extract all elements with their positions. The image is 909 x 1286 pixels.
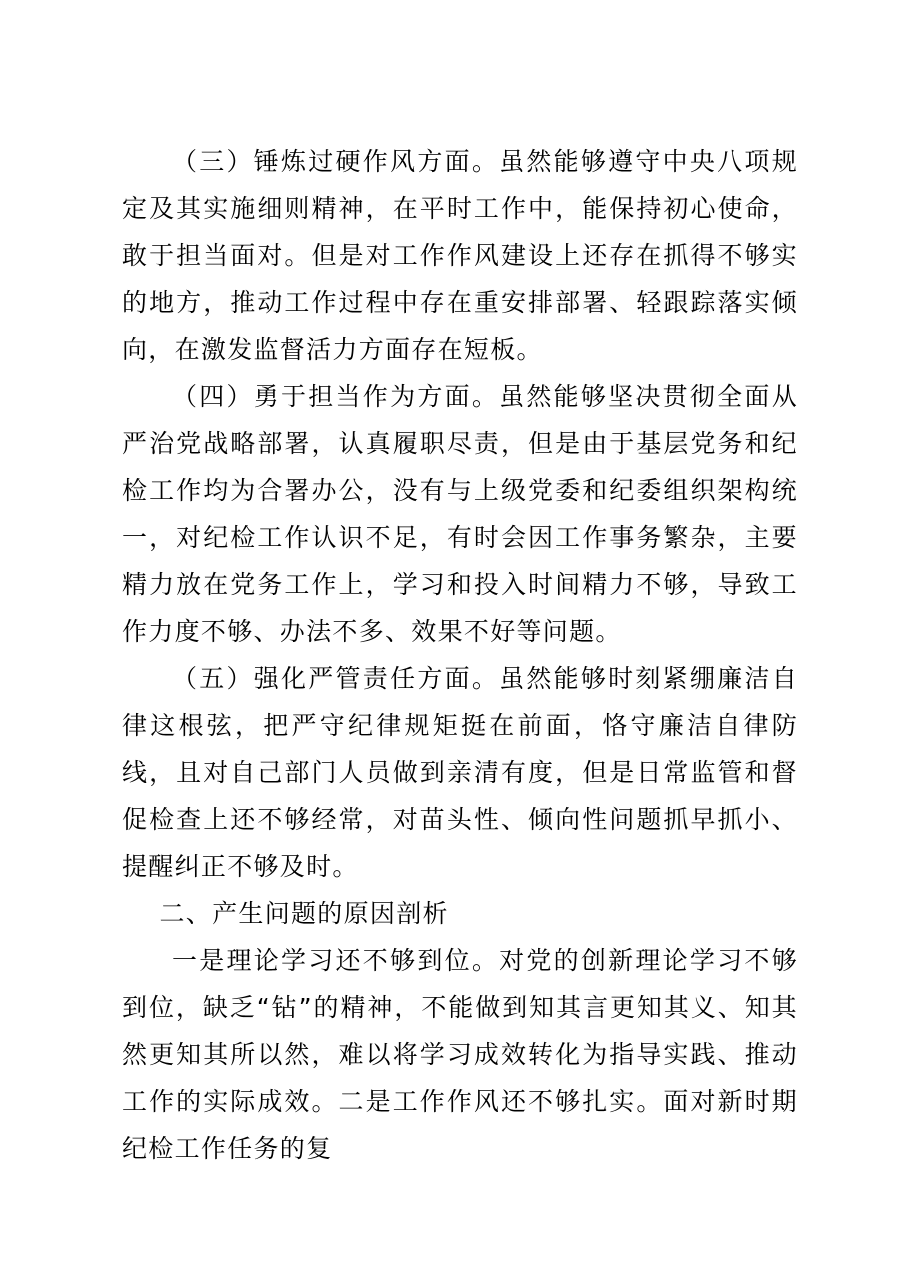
paragraph-responsibility: （四）勇于担当作为方面。虽然能够坚决贯彻全面从严治党战略部署，认真履职尽责，但是由于基层党务和纪检工作均为合署办公，没有与上级党委和纪委组织架构统一，对纪检工作认识不足，有时会因工作事务繁杂，主要精力放在党务工作上，学习和投入时间精力不够，导致工作力度不够、办法不多、效果不好等问题。 — [122, 382, 798, 646]
document-body — [122, 138, 798, 1172]
paragraph-strict-management: （五）强化严管责任方面。虽然能够时刻紧绷廉洁自律这根弦，把严守纪律规矩挺在前面，恪守廉洁自律防线，且对自己部门人员做到亲清有度，但是日常监管和督促检查上还不够经常，对苗头性、倾向性问题抓早抓小、提醒纠正不够及时。 — [122, 664, 798, 881]
paragraph-cause-analysis: 一是理论学习还不够到位。对党的创新理论学习不够到位，缺乏“钻”的精神，不能做到知其言更知其义、知其然更知其所以然，难以将学习成效转化为指导实践、推动工作的实际成效。二是工作作风还不够扎实。面对新时期纪检工作任务的复 — [122, 946, 798, 1163]
paragraph-work-style: （三）锤炼过硬作风方面。虽然能够遵守中央八项规定及其实施细则精神，在平时工作中，能保持初心使命，敢于担当面对。但是对工作作风建设上还存在抓得不够实的地方，推动工作过程中存在重安排部署、轻跟踪落实倾向，在激发监督活力方面存在短板。 — [122, 147, 798, 364]
section-heading: 二、产生问题的原因剖析 — [159, 899, 449, 928]
